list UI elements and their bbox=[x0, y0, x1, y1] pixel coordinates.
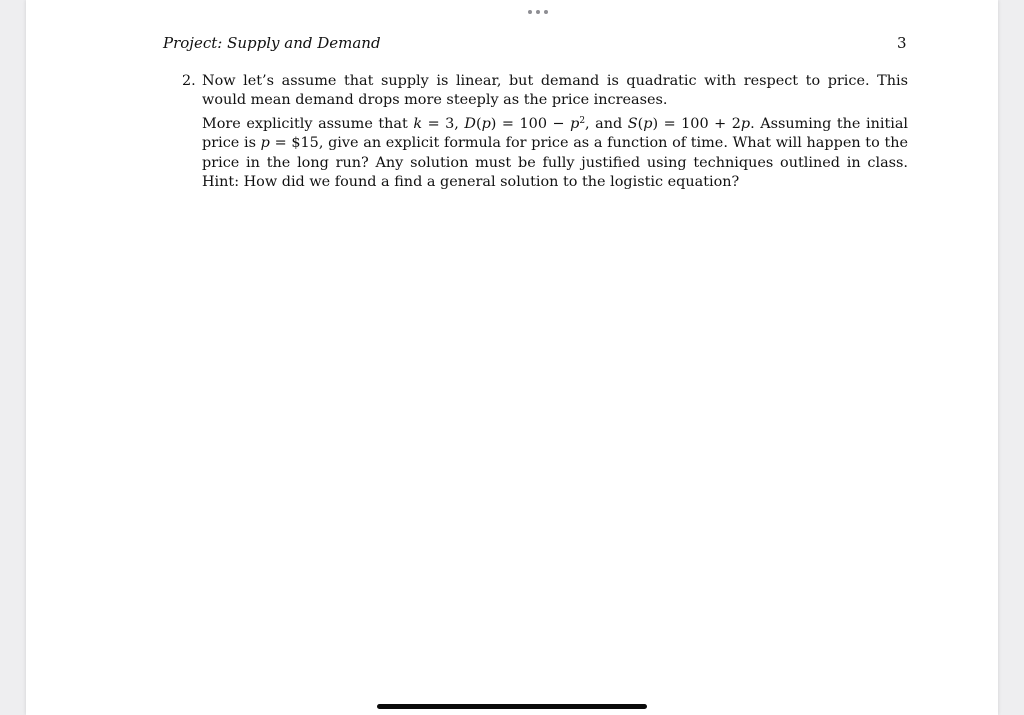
page-number: 3 bbox=[897, 34, 907, 52]
text-run: ) = 100 + 2 bbox=[652, 115, 741, 132]
text-run: ( bbox=[475, 115, 482, 132]
math-var-p: p bbox=[570, 115, 580, 132]
home-indicator[interactable] bbox=[377, 704, 647, 709]
text-run: = $15, give an explicit formula for price as a function of time. What will happen to the price in the long run? Any solution must be fully justified using techniques outlined in class. Hint: How did we found a find a general solution to the logistic equation? bbox=[202, 135, 909, 191]
text-run: . Assuming the initial price is bbox=[202, 115, 909, 152]
math-var-p: p bbox=[481, 115, 491, 132]
math-exponent: 2 bbox=[579, 115, 586, 126]
math-func-d: D bbox=[464, 115, 476, 132]
math-var-p: p bbox=[740, 115, 751, 132]
text-run: , and bbox=[585, 115, 628, 132]
text-run: ( bbox=[637, 115, 644, 132]
text-run: ) = 100 − bbox=[490, 115, 571, 132]
math-func-s: S bbox=[627, 115, 638, 132]
dot bbox=[528, 10, 532, 14]
more-options-icon[interactable] bbox=[528, 9, 548, 15]
dot bbox=[536, 10, 540, 14]
math-var-p: p bbox=[260, 135, 270, 152]
text-run: More explicitly assume that bbox=[202, 115, 414, 132]
dot bbox=[544, 10, 548, 14]
math-var-p: p bbox=[643, 115, 653, 132]
text-run: = 3, bbox=[422, 115, 465, 132]
problem-item bbox=[182, 72, 908, 196]
problem-paragraph-2 bbox=[202, 115, 908, 193]
math-var-k: k bbox=[413, 115, 423, 132]
running-head: Project: Supply and Demand bbox=[163, 34, 381, 52]
problem-number: 2. bbox=[182, 73, 196, 89]
problem-paragraph-1: Now let’s assume that supply is linear, but demand is quadratic with respect to price. This would mean demand drops more steeply as the price increases. bbox=[202, 73, 908, 109]
